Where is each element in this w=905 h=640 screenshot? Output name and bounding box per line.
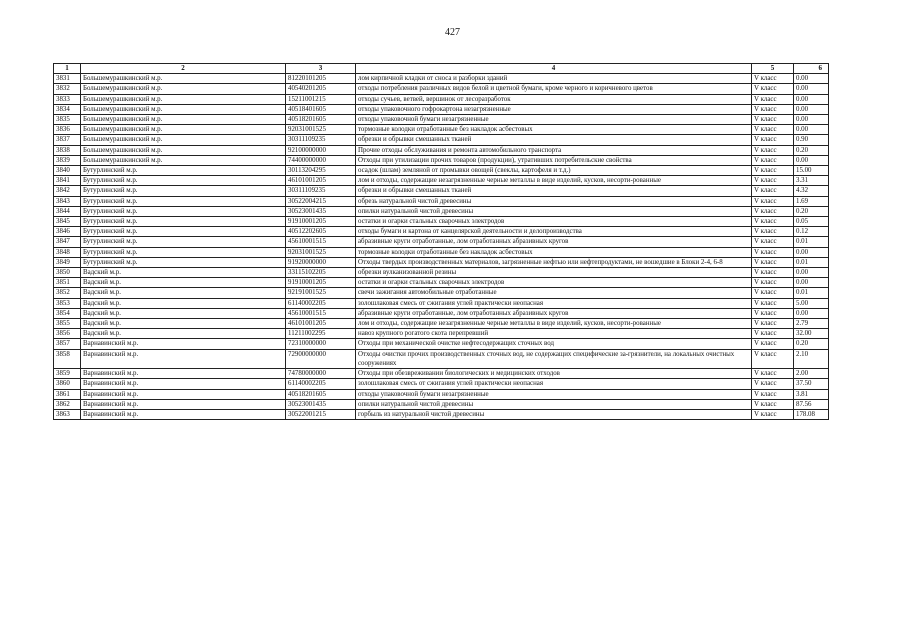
amount-cell: 0.05 <box>794 217 829 227</box>
district-cell: Бутурлинский м.р. <box>81 247 286 257</box>
waste-code-cell: 91910001205 <box>286 217 356 227</box>
hazard-class-cell: V класс <box>752 308 794 318</box>
district-cell: Вадский м.р. <box>81 308 286 318</box>
amount-cell: 0.12 <box>794 227 829 237</box>
row-number-cell: 3862 <box>54 399 81 409</box>
table-row <box>54 247 829 257</box>
waste-code-cell: 15211001215 <box>286 94 356 104</box>
waste-name-cell: Отходы при механической очистке нефтесодержащих сточных вод <box>356 339 752 349</box>
district-cell: Варнавинский м.р. <box>81 389 286 399</box>
row-number-cell: 3854 <box>54 308 81 318</box>
table-row <box>54 349 829 368</box>
amount-cell: 0.00 <box>794 94 829 104</box>
amount-cell: 0.01 <box>794 257 829 267</box>
district-cell: Большемурашкинский м.р. <box>81 155 286 165</box>
hazard-class-cell: V класс <box>752 166 794 176</box>
waste-code-cell: 40518401605 <box>286 104 356 114</box>
waste-code-cell: 92100000000 <box>286 145 356 155</box>
waste-code-cell: 40518201605 <box>286 115 356 125</box>
table-row <box>54 278 829 288</box>
amount-cell: 2.10 <box>794 349 829 368</box>
waste-code-cell: 45610001515 <box>286 237 356 247</box>
waste-name-cell: Отходы при утилизации прочих товаров (продукции), утративших потребительские свойства <box>356 155 752 165</box>
waste-name-cell: обрезки и обрывки смешанных тканей <box>356 186 752 196</box>
district-cell: Вадский м.р. <box>81 268 286 278</box>
hazard-class-cell: V класс <box>752 389 794 399</box>
waste-code-cell: 91910001205 <box>286 278 356 288</box>
row-number-cell: 3831 <box>54 74 81 84</box>
waste-name-cell: отходы упаковочного гофрокартона незагрязненные <box>356 104 752 114</box>
amount-cell: 15.00 <box>794 166 829 176</box>
row-number-cell: 3840 <box>54 166 81 176</box>
table-row <box>54 399 829 409</box>
amount-cell: 0.00 <box>794 84 829 94</box>
row-number-cell: 3838 <box>54 145 81 155</box>
amount-cell: 0.00 <box>794 247 829 257</box>
waste-code-cell: 40512202605 <box>286 227 356 237</box>
row-number-cell: 3853 <box>54 298 81 308</box>
waste-name-cell: отходы сучьев, ветвей, вершинок от лесоразработок <box>356 94 752 104</box>
row-number-cell: 3837 <box>54 135 81 145</box>
hazard-class-cell: V класс <box>752 237 794 247</box>
waste-code-cell: 40540201205 <box>286 84 356 94</box>
hazard-class-cell: V класс <box>752 257 794 267</box>
amount-cell: 4.32 <box>794 186 829 196</box>
table-row <box>54 288 829 298</box>
amount-cell: 37.50 <box>794 379 829 389</box>
hazard-class-cell: V класс <box>752 298 794 308</box>
row-number-cell: 3833 <box>54 94 81 104</box>
waste-name-cell: отходы упаковочной бумаги незагрязненные <box>356 115 752 125</box>
waste-name-cell: лом и отходы, содержащие незагрязненные черные металлы в виде изделий, кусков, несорти-рованные <box>356 176 752 186</box>
table-row <box>54 145 829 155</box>
waste-name-cell: отходы упаковочной бумаги незагрязненные <box>356 389 752 399</box>
amount-cell: 32.00 <box>794 329 829 339</box>
hazard-class-cell: V класс <box>752 329 794 339</box>
waste-code-cell: 30311109235 <box>286 135 356 145</box>
waste-name-cell: тормозные колодки отработанные без накладок асбестовых <box>356 125 752 135</box>
table-row <box>54 227 829 237</box>
district-cell: Большемурашкинский м.р. <box>81 115 286 125</box>
row-number-cell: 3835 <box>54 115 81 125</box>
row-number-cell: 3863 <box>54 409 81 419</box>
hazard-class-cell: V класс <box>752 409 794 419</box>
row-number-cell: 3844 <box>54 206 81 216</box>
table-row <box>54 329 829 339</box>
hazard-class-cell: V класс <box>752 247 794 257</box>
table-row <box>54 217 829 227</box>
waste-name-cell: осадок (шлам) земляной от промывки овощей (свеклы, картофеля и т.д.) <box>356 166 752 176</box>
hazard-class-cell: V класс <box>752 339 794 349</box>
district-cell: Бутурлинский м.р. <box>81 186 286 196</box>
waste-name-cell: Отходы твердых производственных материалов, загрязненные нефтью или нефтепродуктами, не вошедшие в Блоки 2-4, 6-8 <box>356 257 752 267</box>
row-number-cell: 3832 <box>54 84 81 94</box>
table-row <box>54 125 829 135</box>
waste-code-cell: 46101001205 <box>286 319 356 329</box>
district-cell: Бутурлинский м.р. <box>81 176 286 186</box>
hazard-class-cell: V класс <box>752 196 794 206</box>
amount-cell: 0.00 <box>794 155 829 165</box>
amount-cell: 1.69 <box>794 196 829 206</box>
waste-name-cell: абразивные круги отработанные, лом отработанных абразивных кругов <box>356 308 752 318</box>
table-row <box>54 308 829 318</box>
row-number-cell: 3836 <box>54 125 81 135</box>
district-cell: Большемурашкинский м.р. <box>81 135 286 145</box>
waste-name-cell: обрезки вулканизованной резины <box>356 268 752 278</box>
hazard-class-cell: V класс <box>752 94 794 104</box>
amount-cell: 0.00 <box>794 74 829 84</box>
waste-code-cell: 30311109235 <box>286 186 356 196</box>
table-body <box>54 74 829 420</box>
table-row <box>54 206 829 216</box>
hazard-class-cell: V класс <box>752 145 794 155</box>
district-cell: Варнавинский м.р. <box>81 399 286 409</box>
waste-name-cell: золошлаковая смесь от сжигания углей практически неопасная <box>356 379 752 389</box>
table-header-row <box>54 64 829 74</box>
amount-cell: 0.01 <box>794 237 829 247</box>
table-row <box>54 268 829 278</box>
waste-name-cell: отходы потребления различных видов бeлой и цветной бумаги, кроме черного и коричневого цветов <box>356 84 752 94</box>
district-cell: Бутурлинский м.р. <box>81 257 286 267</box>
district-cell: Вадский м.р. <box>81 319 286 329</box>
district-cell: Бутурлинский м.р. <box>81 196 286 206</box>
amount-cell: 0.20 <box>794 206 829 216</box>
amount-cell: 0.00 <box>794 115 829 125</box>
table-row <box>54 298 829 308</box>
row-number-cell: 3859 <box>54 369 81 379</box>
table-row <box>54 104 829 114</box>
waste-code-cell: 45610001515 <box>286 308 356 318</box>
waste-code-cell: 30522004215 <box>286 196 356 206</box>
hazard-class-cell: V класс <box>752 288 794 298</box>
table-row <box>54 379 829 389</box>
amount-cell: 5.00 <box>794 298 829 308</box>
table-row <box>54 369 829 379</box>
district-cell: Бутурлинский м.р. <box>81 227 286 237</box>
waste-name-cell: тормозные колодки отработанные без накладок асбестовых <box>356 247 752 257</box>
hazard-class-cell: V класс <box>752 227 794 237</box>
page-number: 427 <box>445 27 460 38</box>
table-row <box>54 155 829 165</box>
row-number-cell: 3855 <box>54 319 81 329</box>
hazard-class-cell: V класс <box>752 399 794 409</box>
column-header-5: 5 <box>752 64 794 74</box>
row-number-cell: 3843 <box>54 196 81 206</box>
row-number-cell: 3858 <box>54 349 81 368</box>
waste-name-cell: опилки натуральной чистой древесины <box>356 206 752 216</box>
table-row <box>54 115 829 125</box>
row-number-cell: 3850 <box>54 268 81 278</box>
amount-cell: 3.31 <box>794 176 829 186</box>
amount-cell: 0.20 <box>794 339 829 349</box>
waste-registry-table <box>53 63 829 420</box>
table-row <box>54 186 829 196</box>
waste-name-cell: лом кирпичной кладки от сноса и разборки зданий <box>356 74 752 84</box>
waste-code-cell: 92031001525 <box>286 247 356 257</box>
hazard-class-cell: V класс <box>752 115 794 125</box>
row-number-cell: 3861 <box>54 389 81 399</box>
hazard-class-cell: V класс <box>752 369 794 379</box>
waste-code-cell: 92031001525 <box>286 125 356 135</box>
row-number-cell: 3846 <box>54 227 81 237</box>
column-header-2: 2 <box>81 64 286 74</box>
column-header-6: 6 <box>794 64 829 74</box>
row-number-cell: 3839 <box>54 155 81 165</box>
hazard-class-cell: V класс <box>752 104 794 114</box>
amount-cell: 0.00 <box>794 104 829 114</box>
amount-cell: 0.00 <box>794 268 829 278</box>
waste-name-cell: лом и отходы, содержащие незагрязненные черные металлы в виде изделий, кусков, несорти-рованные <box>356 319 752 329</box>
district-cell: Большемурашкинский м.р. <box>81 145 286 155</box>
amount-cell: 2.79 <box>794 319 829 329</box>
table-row <box>54 319 829 329</box>
waste-name-cell: свечи зажигания автомобильные отработанные <box>356 288 752 298</box>
waste-code-cell: 74780000000 <box>286 369 356 379</box>
hazard-class-cell: V класс <box>752 135 794 145</box>
waste-code-cell: 30522001215 <box>286 409 356 419</box>
district-cell: Варнавинский м.р. <box>81 369 286 379</box>
amount-cell: 0.00 <box>794 278 829 288</box>
amount-cell: 178.08 <box>794 409 829 419</box>
table-row <box>54 257 829 267</box>
column-header-4: 4 <box>356 64 752 74</box>
amount-cell: 0.90 <box>794 135 829 145</box>
district-cell: Бутурлинский м.р. <box>81 237 286 247</box>
waste-code-cell: 72310000000 <box>286 339 356 349</box>
district-cell: Варнавинский м.р. <box>81 409 286 419</box>
row-number-cell: 3842 <box>54 186 81 196</box>
district-cell: Вадский м.р. <box>81 288 286 298</box>
district-cell: Варнавинский м.р. <box>81 339 286 349</box>
hazard-class-cell: V класс <box>752 268 794 278</box>
waste-code-cell: 30523001435 <box>286 206 356 216</box>
amount-cell: 0.01 <box>794 288 829 298</box>
waste-code-cell: 61140002205 <box>286 298 356 308</box>
table-row <box>54 176 829 186</box>
waste-code-cell: 92191001525 <box>286 288 356 298</box>
waste-name-cell: остатки и огарки стальных сварочных электродов <box>356 217 752 227</box>
table-row <box>54 389 829 399</box>
waste-code-cell: 46101001205 <box>286 176 356 186</box>
waste-name-cell: горбыль из натуральной чистой древесины <box>356 409 752 419</box>
table-row <box>54 166 829 176</box>
amount-cell: 0.20 <box>794 145 829 155</box>
waste-name-cell: золошлаковая смесь от сжигания углей практически неопасная <box>356 298 752 308</box>
waste-code-cell: 72900000000 <box>286 349 356 368</box>
row-number-cell: 3849 <box>54 257 81 267</box>
waste-code-cell: 33115102205 <box>286 268 356 278</box>
row-number-cell: 3848 <box>54 247 81 257</box>
table-row <box>54 409 829 419</box>
table-row <box>54 196 829 206</box>
district-cell: Большемурашкинский м.р. <box>81 94 286 104</box>
district-cell: Большемурашкинский м.р. <box>81 84 286 94</box>
hazard-class-cell: V класс <box>752 74 794 84</box>
hazard-class-cell: V класс <box>752 217 794 227</box>
row-number-cell: 3834 <box>54 104 81 114</box>
waste-code-cell: 30523001435 <box>286 399 356 409</box>
row-number-cell: 3845 <box>54 217 81 227</box>
row-number-cell: 3860 <box>54 379 81 389</box>
hazard-class-cell: V класс <box>752 155 794 165</box>
row-number-cell: 3841 <box>54 176 81 186</box>
waste-name-cell: обрезки и обрывки смешанных тканей <box>356 135 752 145</box>
district-cell: Бутурлинский м.р. <box>81 206 286 216</box>
amount-cell: 0.00 <box>794 125 829 135</box>
amount-cell: 87.56 <box>794 399 829 409</box>
district-cell: Вадский м.р. <box>81 278 286 288</box>
hazard-class-cell: V класс <box>752 125 794 135</box>
waste-code-cell: 61140002205 <box>286 379 356 389</box>
waste-name-cell: Прочие отходы обслуживания и ремонта автомобильного транспорта <box>356 145 752 155</box>
waste-name-cell: отходы бумаги и картона от канцелярской деятельности и делопроизводства <box>356 227 752 237</box>
waste-code-cell: 91920000000 <box>286 257 356 267</box>
table-row <box>54 237 829 247</box>
district-cell: Варнавинский м.р. <box>81 349 286 368</box>
waste-name-cell: обрезь натуральной чистой древесины <box>356 196 752 206</box>
waste-name-cell: Отходы при обезвреживании биологических и медицинских отходов <box>356 369 752 379</box>
waste-name-cell: Отходы очистки прочих производственных сточных вод, не содержащих специфические за-грязнители, на локальных очистных сооружениях <box>356 349 752 368</box>
hazard-class-cell: V класс <box>752 186 794 196</box>
waste-name-cell: остатки и огарки стальных сварочных электродов <box>356 278 752 288</box>
table-row <box>54 94 829 104</box>
waste-name-cell: опилки натуральной чистой древесины <box>356 399 752 409</box>
district-cell: Варнавинский м.р. <box>81 379 286 389</box>
row-number-cell: 3851 <box>54 278 81 288</box>
district-cell: Большемурашкинский м.р. <box>81 104 286 114</box>
amount-cell: 2.00 <box>794 369 829 379</box>
hazard-class-cell: V класс <box>752 278 794 288</box>
hazard-class-cell: V класс <box>752 176 794 186</box>
waste-name-cell: навоз крупного рогатого скота перепревший <box>356 329 752 339</box>
hazard-class-cell: V класс <box>752 319 794 329</box>
district-cell: Большемурашкинский м.р. <box>81 125 286 135</box>
district-cell: Бутурлинский м.р. <box>81 166 286 176</box>
table-row <box>54 339 829 349</box>
row-number-cell: 3856 <box>54 329 81 339</box>
table-row <box>54 84 829 94</box>
district-cell: Большемурашкинский м.р. <box>81 74 286 84</box>
hazard-class-cell: V класс <box>752 349 794 368</box>
amount-cell: 3.81 <box>794 389 829 399</box>
table-row <box>54 135 829 145</box>
waste-code-cell: 74400000000 <box>286 155 356 165</box>
table-row <box>54 74 829 84</box>
row-number-cell: 3847 <box>54 237 81 247</box>
hazard-class-cell: V класс <box>752 379 794 389</box>
waste-code-cell: 81220101205 <box>286 74 356 84</box>
waste-code-cell: 30113204295 <box>286 166 356 176</box>
amount-cell: 0.00 <box>794 308 829 318</box>
column-header-1: 1 <box>54 64 81 74</box>
hazard-class-cell: V класс <box>752 84 794 94</box>
hazard-class-cell: V класс <box>752 206 794 216</box>
district-cell: Вадский м.р. <box>81 329 286 339</box>
district-cell: Бутурлинский м.р. <box>81 217 286 227</box>
row-number-cell: 3857 <box>54 339 81 349</box>
waste-code-cell: 40518201605 <box>286 389 356 399</box>
waste-code-cell: 11211002295 <box>286 329 356 339</box>
district-cell: Вадский м.р. <box>81 298 286 308</box>
waste-name-cell: абразивные круги отработанные, лом отработанных абразивных кругов <box>356 237 752 247</box>
column-header-3: 3 <box>286 64 356 74</box>
row-number-cell: 3852 <box>54 288 81 298</box>
